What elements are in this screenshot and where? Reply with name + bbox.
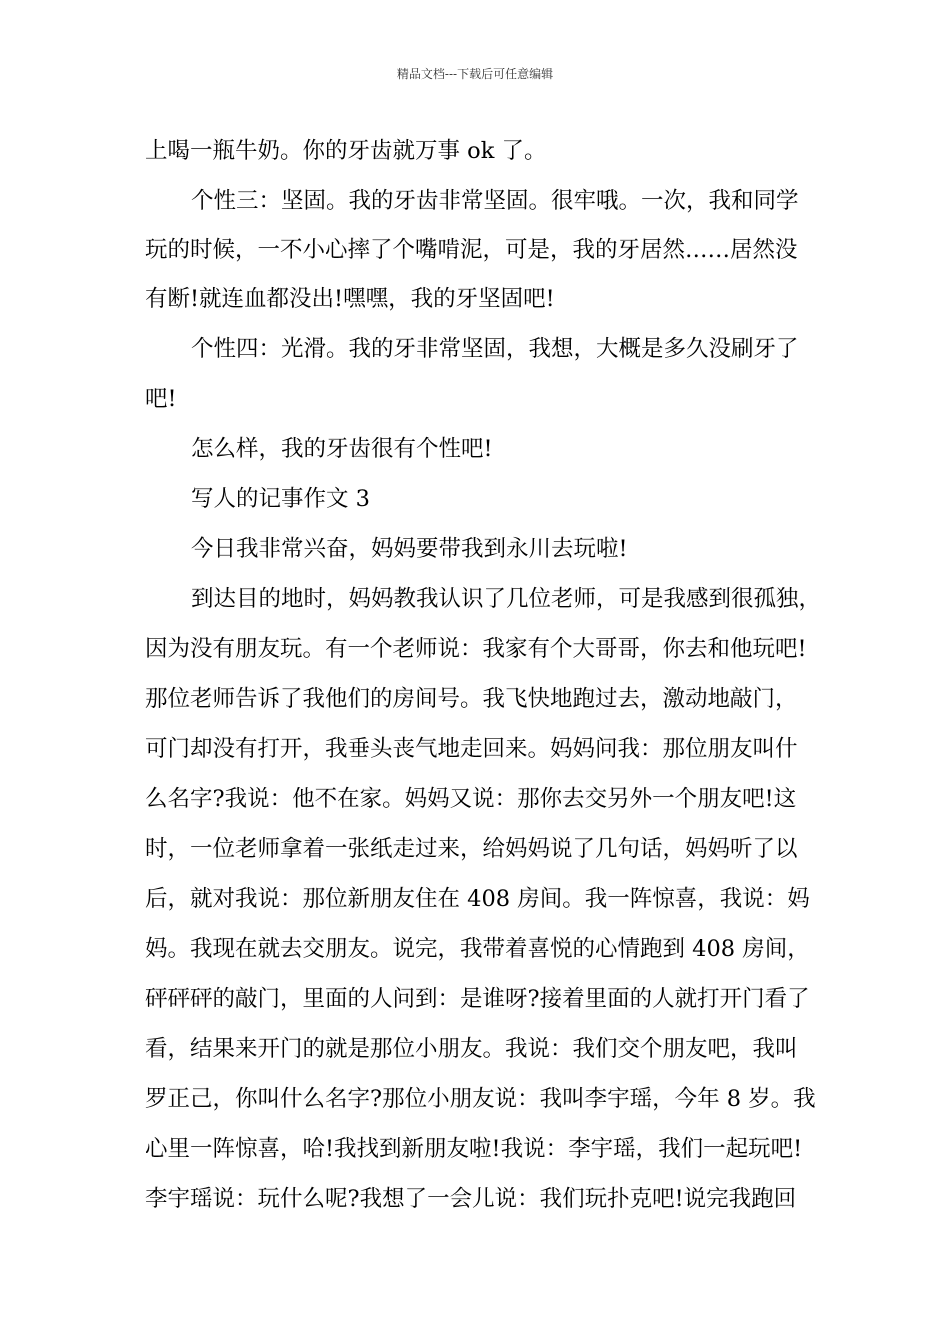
text-line: 妈。我现在就去交朋友。说完，我带着喜悦的心情跑到 408 房间， [145,936,810,962]
section-title: 写人的记事作文 3 [191,486,370,512]
text-line: 看，结果来开门的就是那位小朋友。我说：我们交个朋友吧，我叫 [145,1036,798,1062]
text-line: 时，一位老师拿着一张纸走过来，给妈妈说了几句话，妈妈听了以 [145,836,798,862]
page-header: 精品文档---下载后可任意编辑 [396,67,554,81]
text-line: 上喝一瓶牛奶。你的牙齿就万事 ok 了。 [145,138,547,164]
text-line: 玩的时候，一不小心摔了个嘴啃泥，可是，我的牙居然……居然没 [145,237,798,263]
text-line: 后，就对我说：那位新朋友住在 408 房间。我一阵惊喜，我说：妈 [145,886,810,912]
text-line: 李宇瑶说：玩什么呢?我想了一会儿说：我们玩扑克吧!说完我跑回 [145,1186,797,1212]
text-line: 有断!就连血都没出!嘿嘿，我的牙坚固吧! [145,286,555,312]
text-line: 罗正己，你叫什么名字?那位小朋友说：我叫李宇瑶，今年 8 岁。我 [145,1086,816,1112]
text-line: 可门却没有打开，我垂头丧气地走回来。妈妈问我：那位朋友叫什 [145,736,798,762]
text-line: 砰砰砰的敲门，里面的人问到：是谁呀?接着里面的人就打开门看了 [145,986,810,1012]
text-line: 吧! [145,386,177,412]
text-line: 到达目的地时，妈妈教我认识了几位老师，可是我感到很孤独， [191,586,822,612]
text-line: 个性四：光滑。我的牙非常坚固，我想，大概是多久没刷牙了 [191,336,799,362]
text-line: 么名字?我说：他不在家。妈妈又说：那你去交另外一个朋友吧!这 [145,786,797,812]
text-line: 那位老师告诉了我他们的房间号。我飞快地跑过去，激动地敲门， [145,686,798,712]
text-line: 因为没有朋友玩。有一个老师说：我家有个大哥哥，你去和他玩吧! [145,636,807,662]
text-line: 今日我非常兴奋，妈妈要带我到永川去玩啦! [191,536,628,562]
text-line: 个性三：坚固。我的牙齿非常坚固。很牢哦。一次，我和同学 [191,188,799,214]
text-line: 怎么样，我的牙齿很有个性吧! [191,436,493,462]
text-line: 心里一阵惊喜，哈!我找到新朋友啦!我说：李宇瑶，我们一起玩吧! [145,1136,803,1162]
